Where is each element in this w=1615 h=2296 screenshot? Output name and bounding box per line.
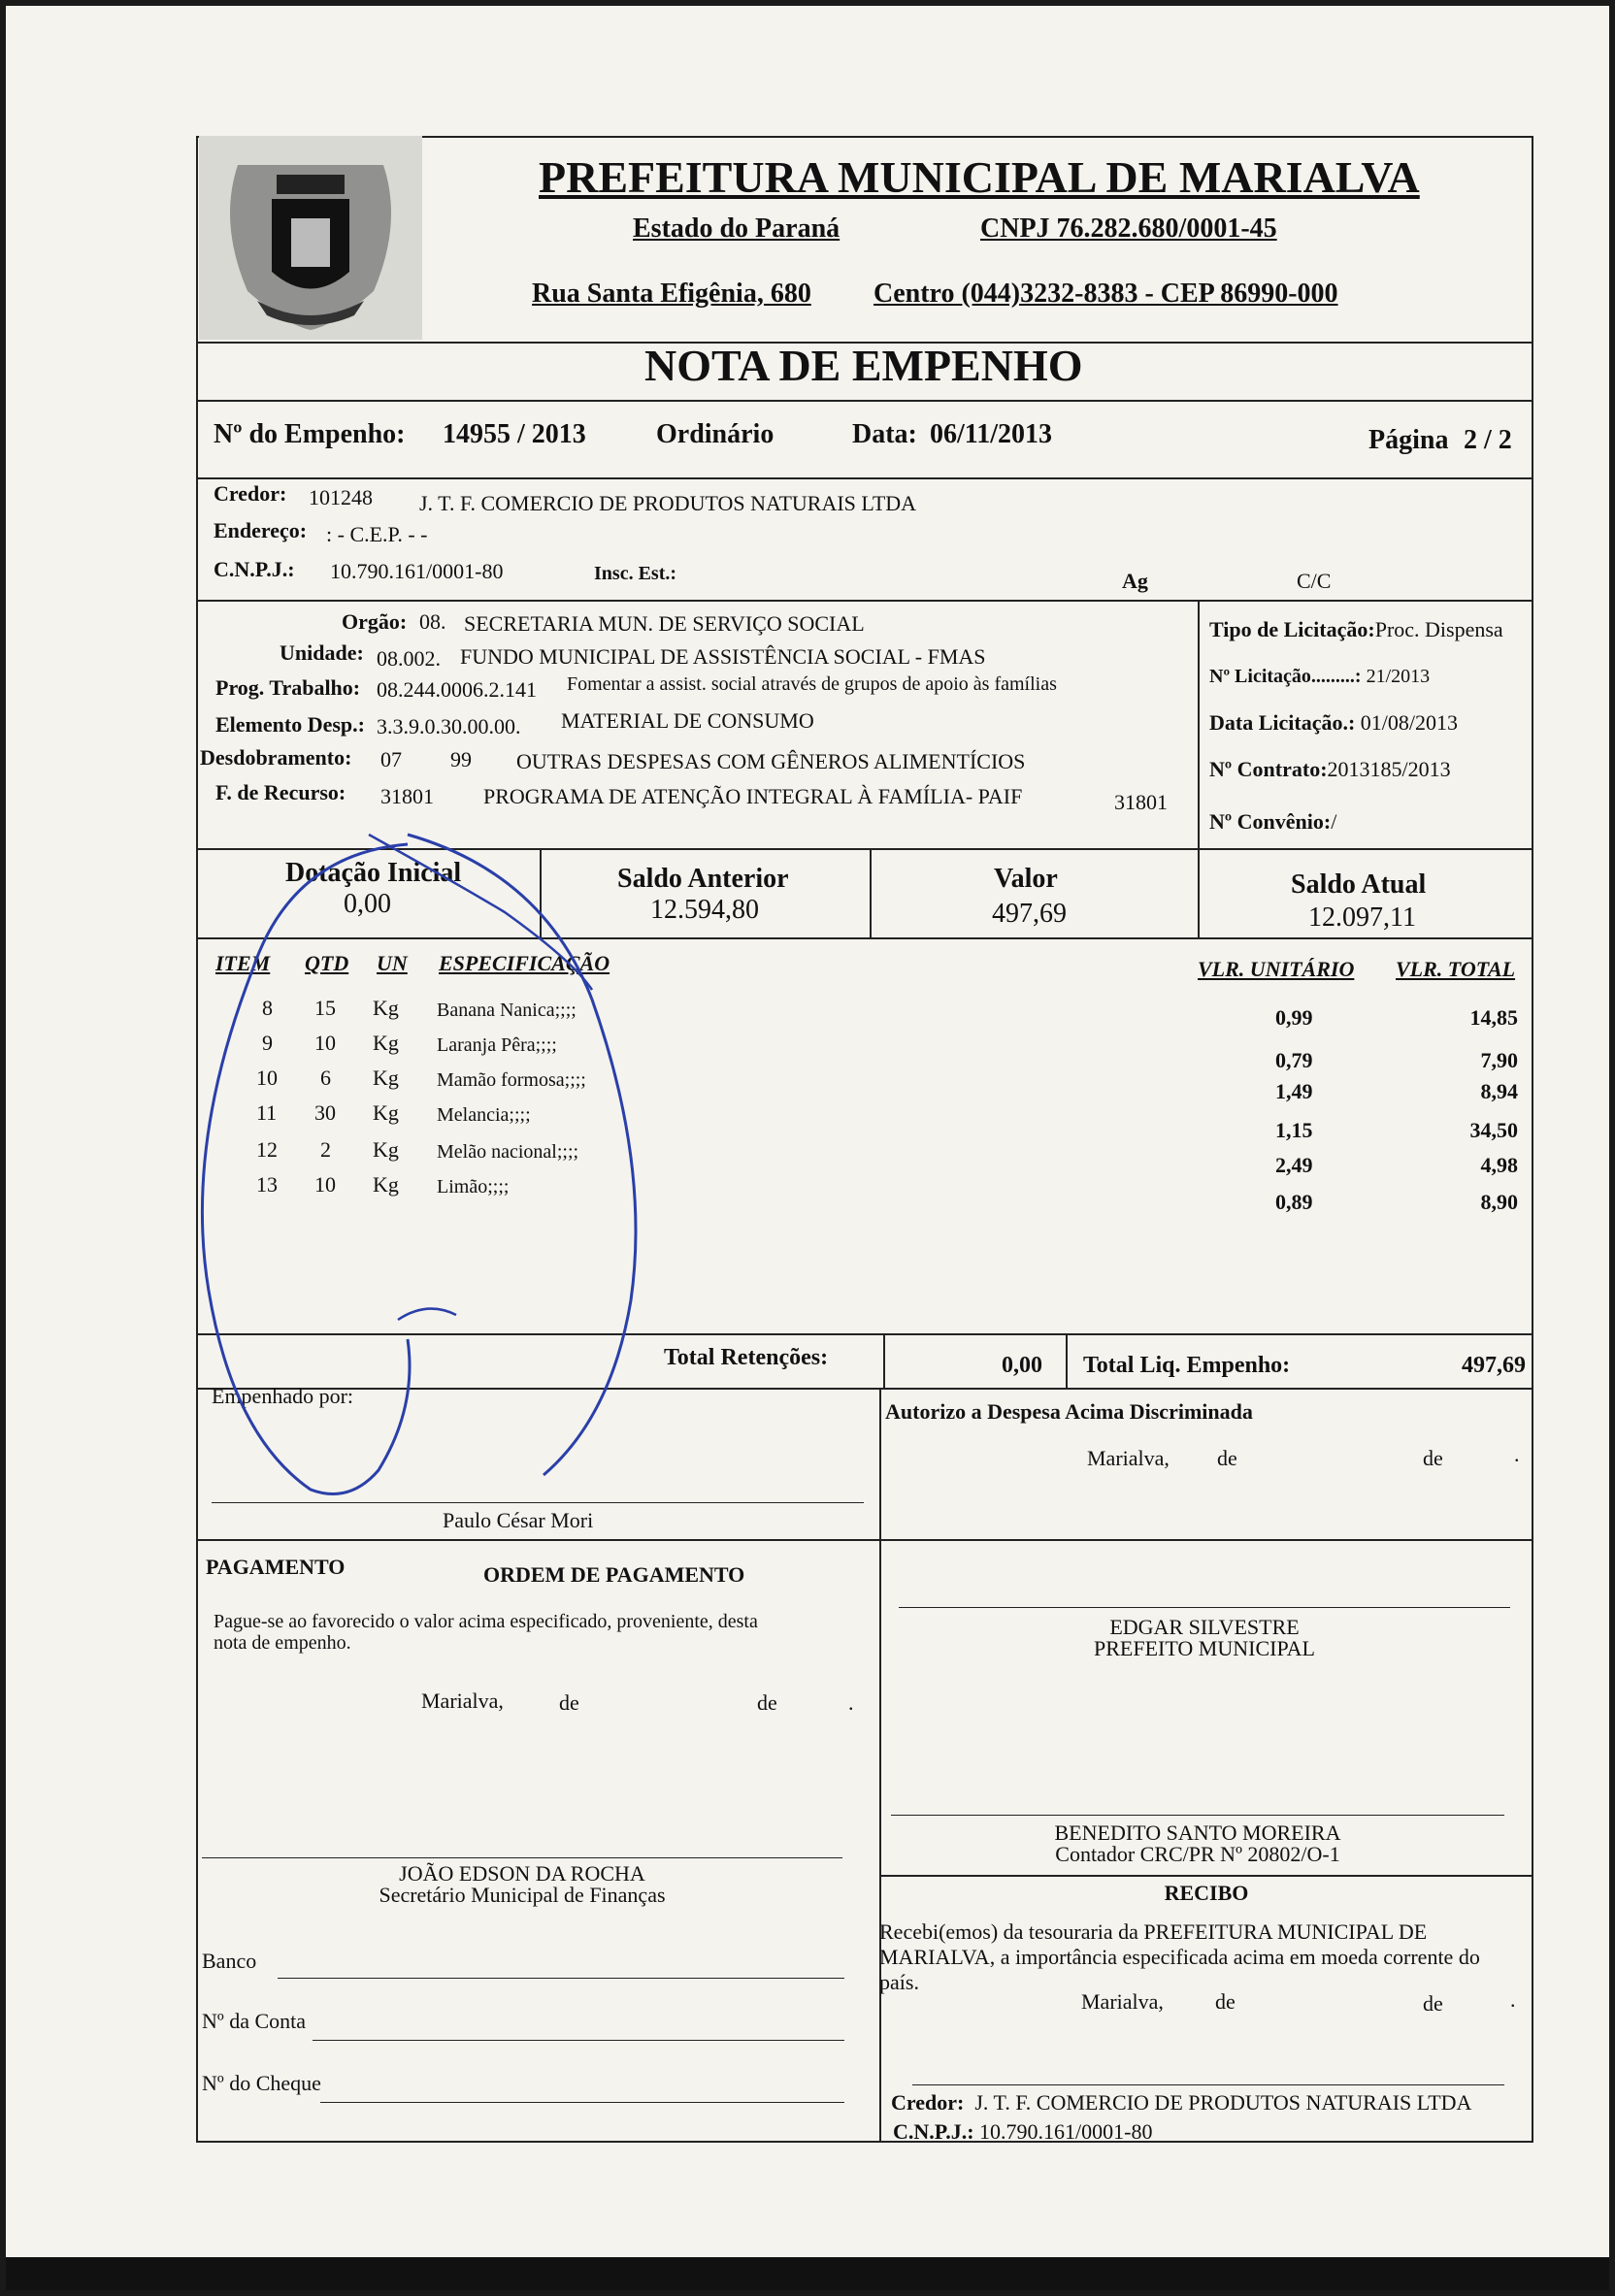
valor-label: Valor (994, 864, 1058, 894)
item-total: 4,98 (1480, 1153, 1518, 1177)
licitacao-convenio: Nº Convênio:/ (1209, 809, 1337, 834)
recurso-code: 31801 (380, 784, 434, 808)
banco-label: Banco (202, 1949, 257, 1973)
pagamento-dot: . (848, 1690, 854, 1715)
page-label: Página (1368, 425, 1449, 455)
col-qtd: QTD (305, 951, 349, 975)
saldo-atual-label: Saldo Atual (1291, 869, 1427, 900)
item-unit: Kg (373, 1100, 399, 1125)
valor-value: 497,69 (992, 899, 1067, 929)
dotacao-value: 0,00 (344, 889, 391, 919)
dotacao-label: Dotação Inicial (285, 858, 462, 888)
empenho-date-label: Data: (852, 419, 917, 449)
contador-name: BENEDITO SANTO MOREIRA (1054, 1820, 1341, 1845)
item-unit: Kg (373, 1066, 399, 1090)
item-number: 12 (256, 1137, 278, 1162)
recibo-dot: . (1510, 1987, 1516, 2012)
item-qty: 2 (320, 1137, 331, 1162)
desdobramento-desc: OUTRAS DESPESAS COM GÊNEROS ALIMENTÍCIOS (516, 749, 1026, 773)
item-number: 8 (262, 996, 273, 1020)
item-description: Banana Nanica;;;; (437, 1000, 577, 1021)
pagamento-text-2: nota de empenho. (214, 1632, 351, 1654)
insc-label: Insc. Est.: (594, 563, 677, 584)
pagamento-city: Marialva, (421, 1689, 504, 1713)
autorizo-text: Autorizo a Despesa Acima Discriminada (885, 1399, 1253, 1424)
item-unit: Kg (373, 1172, 399, 1197)
pagamento-label: PAGAMENTO (206, 1555, 346, 1579)
saldo-anterior-value: 12.594,80 (650, 895, 759, 925)
header-cnpj: CNPJ 76.282.680/0001-45 (980, 213, 1277, 244)
elemento-label: Elemento Desp.: (215, 712, 365, 737)
item-total: 7,90 (1480, 1048, 1518, 1072)
desdobramento-code1: 07 (380, 747, 402, 771)
item-description: Melancia;;;; (437, 1104, 531, 1126)
recibo-text-2: MARIALVA, a importância especificada acima em moeda corrente do (879, 1945, 1480, 1969)
recurso-label: F. de Recurso: (215, 780, 346, 804)
recibo-text-1: Recebi(emos) da tesouraria da PREFEITURA MUNICIPAL DE (879, 1919, 1428, 1944)
ordem-pagamento-label: ORDEM DE PAGAMENTO (483, 1562, 745, 1587)
item-qty: 30 (314, 1100, 336, 1125)
credor-code: 101248 (309, 485, 373, 509)
recibo-credor: Credor: J. T. F. COMERCIO DE PRODUTOS NATURAIS LTDA (891, 2090, 1472, 2115)
empenho-number: 14955 / 2013 (443, 419, 586, 449)
item-total: 14,85 (1469, 1005, 1518, 1030)
orgao-desc: SECRETARIA MUN. DE SERVIÇO SOCIAL (464, 611, 865, 636)
prog-desc: Fomentar a assist. social através de grupos de apoio às famílias (567, 673, 1057, 695)
saldo-anterior-label: Saldo Anterior (617, 864, 789, 894)
empenho-date: 06/11/2013 (930, 419, 1053, 449)
desdobramento-code2: 99 (450, 747, 472, 771)
prefeito-name: EDGAR SILVESTRE (1109, 1615, 1300, 1639)
empenhado-por-label: Empenhado por: (212, 1384, 354, 1408)
autorizo-city: Marialva, (1087, 1446, 1170, 1470)
recibo-title: RECIBO (1164, 1881, 1249, 1905)
licitacao-numero: Nº Licitação.........: 21/2013 (1209, 666, 1431, 687)
item-number: 9 (262, 1031, 273, 1055)
col-valor-total: VLR. TOTAL (1396, 957, 1516, 981)
empenho-number-label: Nº do Empenho: (214, 419, 406, 449)
item-description: Limão;;;; (437, 1176, 510, 1197)
header-title: PREFEITURA MUNICIPAL DE MARIALVA (539, 152, 1420, 202)
empenhado-por-name: Paulo César Mori (443, 1508, 594, 1532)
recibo-city: Marialva, (1081, 1989, 1164, 2014)
cnpj-value: 10.790.161/0001-80 (330, 559, 504, 583)
col-un: UN (377, 951, 408, 975)
saldo-atual-value: 12.097,11 (1308, 902, 1416, 933)
header-address: Rua Santa Efigênia, 680 (532, 279, 811, 309)
pagamento-text-1: Pague-se ao favorecido o valor acima especificado, proveniente, desta (214, 1611, 758, 1632)
total-liquido-label: Total Liq. Empenho: (1083, 1353, 1291, 1378)
licitacao-data: Data Licitação.: 01/08/2013 (1209, 710, 1459, 735)
item-unit-price: 0,99 (1275, 1005, 1313, 1030)
header-district-phone: Centro (044)3232-8383 - CEP 86990-000 (873, 279, 1338, 309)
item-qty: 10 (314, 1172, 336, 1197)
address-label: Endereço: (214, 518, 308, 542)
item-unit: Kg (373, 996, 399, 1020)
recibo-cnpj: C.N.P.J.: 10.790.161/0001-80 (893, 2119, 1153, 2144)
prog-code: 08.244.0006.2.141 (377, 677, 537, 702)
desdobramento-label: Desdobramento: (200, 745, 352, 770)
prefeito-title: PREFEITO MUNICIPAL (1094, 1636, 1315, 1660)
elemento-code: 3.3.9.0.30.00.00. (377, 714, 521, 738)
cheque-label: Nº do Cheque (202, 2071, 321, 2095)
item-description: Melão nacional;;;; (437, 1141, 579, 1163)
prog-label: Prog. Trabalho: (215, 675, 361, 700)
address-value: : - C.E.P. - - (326, 522, 428, 546)
autorizo-de2: de (1423, 1446, 1443, 1470)
item-total: 34,50 (1469, 1118, 1518, 1142)
orgao-code: 08. (419, 609, 446, 634)
col-item: ITEM (215, 951, 271, 975)
autorizo-dot: . (1514, 1442, 1520, 1466)
item-unit: Kg (373, 1137, 399, 1162)
item-unit-price: 0,79 (1275, 1048, 1313, 1072)
item-qty: 10 (314, 1031, 336, 1055)
item-unit: Kg (373, 1031, 399, 1055)
orgao-label: Orgão: (342, 609, 408, 634)
item-number: 11 (256, 1100, 278, 1125)
item-unit-price: 2,49 (1275, 1153, 1313, 1177)
credor-label: Credor: (214, 481, 287, 506)
total-retencoes-value: 0,00 (1002, 1353, 1042, 1378)
doc-title: NOTA DE EMPENHO (644, 341, 1083, 390)
total-liquido-value: 497,69 (1462, 1353, 1526, 1378)
col-valor-unitario: VLR. UNITÁRIO (1198, 957, 1355, 981)
conta-label: Nº da Conta (202, 2009, 307, 2033)
item-description: Mamão formosa;;;; (437, 1069, 586, 1091)
total-retencoes-label: Total Retenções: (664, 1345, 829, 1370)
secretario-name: JOÃO EDSON DA ROCHA (399, 1861, 645, 1886)
pagamento-de2: de (757, 1690, 777, 1715)
unidade-label: Unidade: (280, 640, 364, 665)
item-total: 8,90 (1480, 1190, 1518, 1214)
item-unit-price: 1,49 (1275, 1079, 1313, 1103)
item-number: 10 (256, 1066, 278, 1090)
page-number: 2 / 2 (1464, 425, 1512, 455)
col-especificacao: ESPECIFICAÇÃO (439, 951, 610, 975)
item-unit-price: 1,15 (1275, 1118, 1313, 1142)
recibo-text-3: país. (879, 1970, 919, 1994)
cnpj-label: C.N.P.J.: (214, 557, 295, 581)
unidade-code: 08.002. (377, 646, 441, 671)
elemento-desc: MATERIAL DE CONSUMO (561, 708, 814, 733)
item-qty: 6 (320, 1066, 331, 1090)
contador-title: Contador CRC/PR Nº 20802/O-1 (1055, 1842, 1340, 1866)
header-state: Estado do Paraná (633, 213, 840, 244)
autorizo-de1: de (1217, 1446, 1237, 1470)
item-number: 13 (256, 1172, 278, 1197)
recurso-desc: PROGRAMA DE ATENÇÃO INTEGRAL À FAMÍLIA- PAIF (483, 784, 1023, 808)
item-qty: 15 (314, 996, 336, 1020)
recurso-code2: 31801 (1114, 790, 1168, 814)
licitacao-tipo: Tipo de Licitação:Proc. Dispensa (1209, 617, 1503, 641)
item-unit-price: 0,89 (1275, 1190, 1313, 1214)
item-total: 8,94 (1480, 1079, 1518, 1103)
credor-name: J. T. F. COMERCIO DE PRODUTOS NATURAIS LTDA (419, 491, 917, 515)
recibo-de1: de (1215, 1989, 1236, 2014)
item-description: Laranja Pêra;;;; (437, 1034, 557, 1056)
scan-bottom-edge (0, 2257, 1615, 2296)
recibo-de2: de (1423, 1991, 1443, 2016)
pagamento-de1: de (559, 1690, 579, 1715)
empenho-type: Ordinário (656, 419, 775, 449)
licitacao-contrato: Nº Contrato:2013185/2013 (1209, 757, 1451, 781)
cc-label: C/C (1297, 569, 1332, 593)
unidade-desc: FUNDO MUNICIPAL DE ASSISTÊNCIA SOCIAL - FMAS (460, 644, 986, 669)
secretario-title: Secretário Municipal de Finanças (379, 1883, 666, 1907)
ag-label: Ag (1122, 569, 1148, 593)
